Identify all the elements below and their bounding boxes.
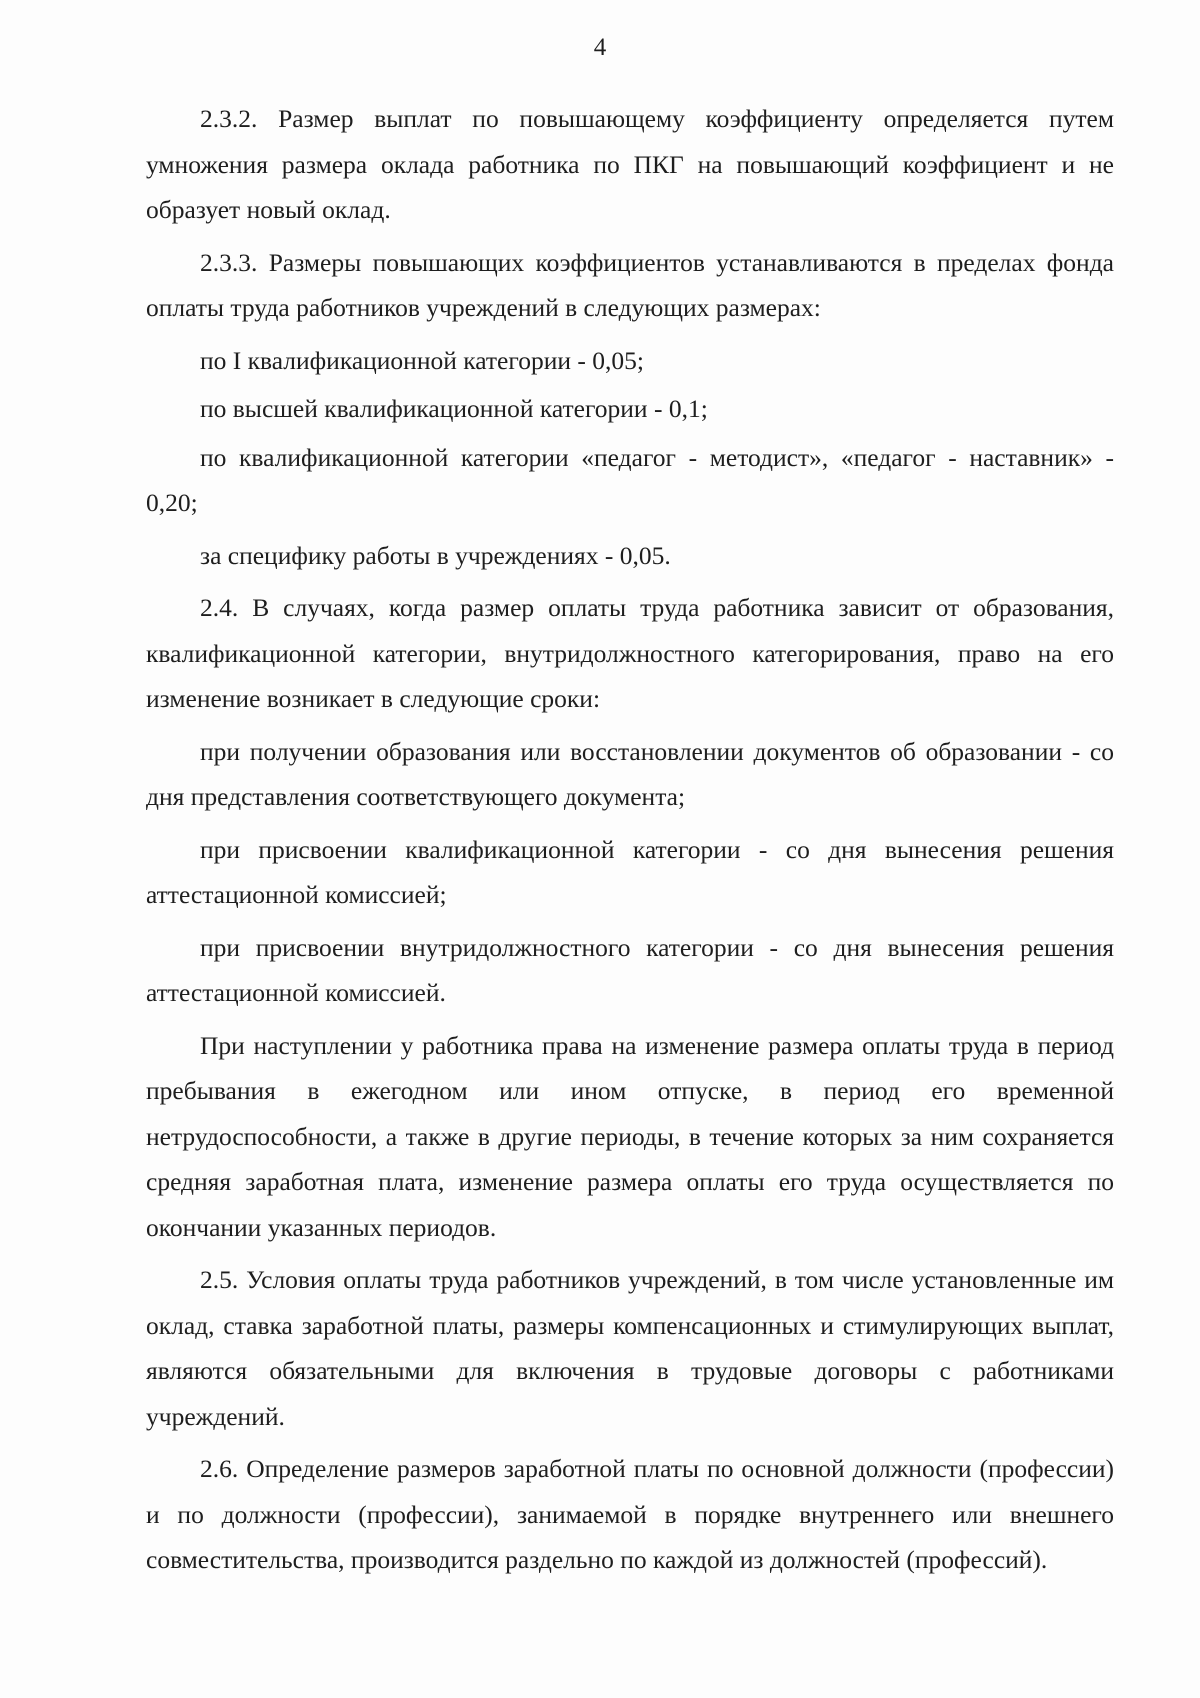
coefficient-item-highest-category: по высшей квалификационной категории - 0,1; — [200, 394, 708, 423]
coefficient-item-methodist-mentor: по квалификационной категории «педагог - методист», «педагог - наставник» - 0,20; — [146, 442, 1114, 517]
document-body — [146, 96, 1114, 1590]
term-item-qualification: при присвоении квалификационной категории - со дня вынесения решения аттестационной комиссией; — [146, 834, 1114, 909]
term-item-education: при получении образования или восстановлении документов об образовании - со дня представления соответствующего документа; — [146, 736, 1114, 811]
paragraph-2-3-3: 2.3.3. Размеры повышающих коэффициентов устанавливаются в пределах фонда оплаты труда работников учреждений в следующих размерах: — [146, 247, 1114, 322]
paragraph-2-6: 2.6. Определение размеров заработной платы по основной должности (профессии) и по должности (профессии), занимаемой в порядке внутреннего или внешнего совместительства, производится раздельно по каждой из должностей (профессий). — [146, 1454, 1114, 1574]
page-number: 4 — [593, 34, 607, 61]
paragraph-2-5: 2.5. Условия оплаты труда работников учреждений, в том числе установленные им оклад, ставка заработной платы, размеры компенсационных и стимулирующих выплат, являются обязательными для включения в трудовые договоры с работниками учреждений. — [146, 1265, 1114, 1431]
term-item-internal-category: при присвоении внутридолжностного категории - со дня вынесения решения аттестационной комиссией. — [146, 932, 1114, 1007]
coefficient-item-category-1: по I квалификационной категории - 0,05; — [200, 345, 644, 375]
paragraph-2-4: 2.4. В случаях, когда размер оплаты труда работника зависит от образования, квалификационной категории, внутридолжностного категорирования, право на его изменение возникает в следующие сроки: — [146, 593, 1114, 713]
paragraph-2-3-2: 2.3.2. Размер выплат по повышающему коэффициенту определяется путем умножения размера оклада работника по ПКГ на повышающий коэффициент и не образует новый оклад. — [146, 104, 1114, 224]
paragraph-vacation-period: При наступлении у работника права на изменение размера оплаты труда в период пребывания в ежегодном или ином отпуске, в период его временной нетрудоспособности, а также в другие периоды, в течение которых за ним сохраняется средняя заработная плата, изменение размера оплаты его труда осуществляется по окончании указанных периодов. — [146, 1030, 1114, 1242]
coefficient-item-specifics: за специфику работы в учреждениях - 0,05. — [200, 540, 671, 570]
